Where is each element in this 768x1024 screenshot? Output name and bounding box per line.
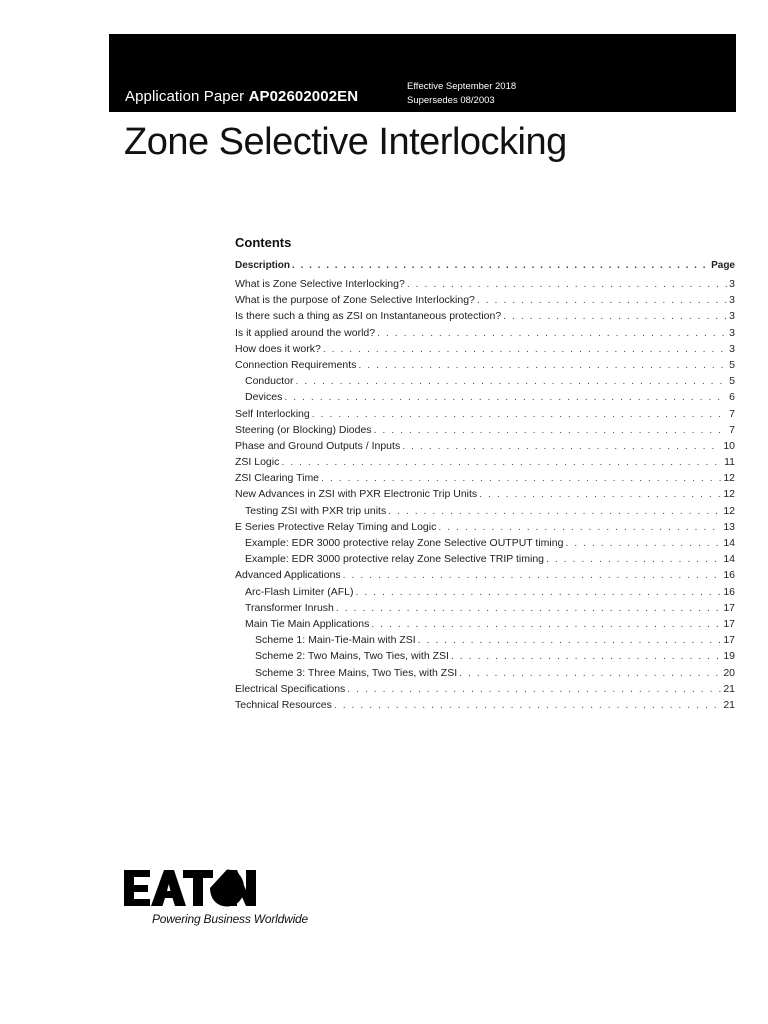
toc-leader-dots	[321, 470, 721, 486]
toc-entry-title: Testing ZSI with PXR trip units	[245, 504, 387, 517]
toc-entry[interactable]	[235, 308, 735, 324]
toc-entry-title: Transformer Inrush	[245, 601, 334, 614]
toc-leader-dots	[295, 373, 727, 389]
toc-leader-dots	[503, 308, 727, 324]
toc-entry-title: Connection Requirements	[235, 358, 357, 371]
toc-entry-title: Steering (or Blocking) Diodes	[235, 423, 372, 436]
toc-leader-dots	[356, 584, 722, 600]
toc-entry-page: 14	[723, 537, 735, 549]
toc-entry-page: 6	[729, 391, 735, 404]
toc-entry-title: Main Tie Main Applications	[245, 617, 370, 630]
toc-entry[interactable]	[235, 567, 735, 583]
document-title: Zone Selective Interlocking	[124, 121, 567, 163]
toc-entry[interactable]	[235, 292, 735, 308]
toc-leader-dots	[336, 600, 721, 616]
toc-entry-page: 3	[729, 342, 735, 355]
toc-entry-page: 3	[729, 310, 735, 323]
toc-entry[interactable]	[235, 454, 735, 470]
toc-entry-title: Is there such a thing as ZSI on Instantaneous protection?	[235, 310, 502, 323]
eaton-logo	[124, 868, 256, 908]
toc-entry-page: 21	[723, 698, 735, 711]
toc-entry-title: Example: EDR 3000 protective relay Zone Selective OUTPUT timing	[245, 537, 564, 549]
toc-entry-title: Self Interlocking	[235, 407, 310, 420]
application-paper-label	[125, 88, 358, 105]
toc-entry-page: 21	[723, 682, 735, 695]
toc-leader-dots	[565, 535, 721, 551]
toc-leader-dots	[479, 486, 721, 502]
toc-entry-page: 14	[723, 553, 735, 566]
toc-entry-title: Example: EDR 3000 protective relay Zone Selective TRIP timing	[245, 553, 544, 566]
supersedes-date: Supersedes 08/2003	[407, 95, 495, 106]
toc-entry-page: 17	[723, 617, 735, 630]
toc-entry[interactable]	[235, 406, 735, 422]
toc-entry[interactable]	[235, 389, 735, 405]
toc-entry[interactable]	[235, 584, 735, 600]
toc-leader-dots	[292, 257, 709, 274]
toc-entry-title: E Series Protective Relay Timing and Logic	[235, 520, 437, 533]
toc-entry-title: Electrical Specifications	[235, 682, 346, 695]
toc-entry[interactable]	[235, 616, 735, 632]
toc-entry-page: 5	[729, 375, 735, 388]
toc-entry[interactable]	[235, 325, 735, 341]
toc-leader-dots	[343, 567, 722, 583]
toc-entry-title: ZSI Clearing Time	[235, 472, 320, 485]
toc-entry[interactable]	[235, 341, 735, 357]
toc-leader-dots	[451, 648, 721, 664]
toc-leader-dots	[546, 551, 721, 567]
toc-entry-page: 3	[729, 294, 735, 307]
toc-entry[interactable]	[235, 357, 735, 373]
toc-entry[interactable]	[235, 665, 735, 681]
toc-leader-dots	[407, 276, 727, 292]
toc-entry[interactable]	[235, 470, 735, 486]
toc-entry-page: 3	[729, 326, 735, 339]
toc-leader-dots	[281, 454, 722, 470]
toc-entry[interactable]	[235, 681, 735, 697]
toc-entry-page: 12	[723, 488, 735, 501]
eaton-tagline: Powering Business Worldwide	[152, 912, 309, 926]
toc-entry-page: 3	[729, 278, 735, 290]
toc-entry[interactable]	[235, 697, 735, 713]
toc-entry[interactable]	[235, 503, 735, 519]
toc-entry-page: 7	[729, 423, 735, 436]
table-of-contents	[235, 257, 735, 713]
toc-leader-dots	[347, 681, 721, 697]
toc-entry-title: Phase and Ground Outputs / Inputs	[235, 439, 401, 452]
toc-entry-page: 5	[729, 358, 735, 371]
toc-entry[interactable]	[235, 551, 735, 567]
toc-entry-page: 13	[723, 520, 735, 533]
toc-entry-title: Scheme 2: Two Mains, Two Ties, with ZSI	[255, 650, 449, 663]
header-bar	[109, 34, 736, 112]
toc-leader-dots	[312, 406, 727, 422]
toc-leader-dots	[477, 292, 727, 308]
toc-entry[interactable]	[235, 632, 735, 648]
toc-entry-title: Arc-Flash Limiter (AFL)	[245, 585, 354, 598]
toc-entry-page: 12	[723, 472, 735, 485]
header-meta	[407, 80, 516, 108]
toc-entry[interactable]	[235, 373, 735, 389]
toc-entry-page: 20	[723, 666, 735, 679]
toc-entry[interactable]	[235, 438, 735, 454]
toc-entry-page: 17	[723, 601, 735, 614]
toc-entry-title: New Advances in ZSI with PXR Electronic Trip Units	[235, 488, 478, 501]
toc-leader-dots	[402, 438, 721, 454]
toc-header-row	[235, 257, 735, 274]
toc-entry-page: 7	[729, 407, 735, 420]
toc-leader-dots	[388, 503, 721, 519]
paper-number: AP02602002EN	[248, 88, 359, 105]
toc-entry-title: How does it work?	[235, 342, 321, 355]
toc-entry[interactable]	[235, 535, 735, 551]
toc-page-header: Page	[711, 260, 735, 271]
toc-entry-title: What is the purpose of Zone Selective Interlocking?	[235, 294, 475, 307]
toc-entry-page: 16	[723, 585, 735, 598]
toc-entry[interactable]	[235, 276, 735, 292]
toc-leader-dots	[459, 665, 721, 681]
toc-entry-title: Conductor	[245, 375, 294, 388]
toc-entry[interactable]	[235, 648, 735, 664]
toc-entry-title: Scheme 3: Three Mains, Two Ties, with ZSI	[255, 666, 458, 679]
toc-leader-dots	[334, 697, 721, 713]
toc-leader-dots	[284, 389, 727, 405]
toc-entry-title: Scheme 1: Main-Tie-Main with ZSI	[255, 634, 416, 647]
toc-entry[interactable]	[235, 422, 735, 438]
toc-leader-dots	[358, 357, 727, 373]
toc-entry-page: 16	[723, 569, 735, 582]
toc-description-header: Description	[235, 260, 291, 271]
toc-entry[interactable]	[235, 519, 735, 535]
toc-entry-title: ZSI Logic	[235, 456, 280, 469]
toc-entry[interactable]	[235, 486, 735, 502]
toc-leader-dots	[438, 519, 721, 535]
toc-entry-title: Advanced Applications	[235, 569, 341, 582]
toc-entry-page: 19	[723, 650, 735, 663]
toc-entry-page: 12	[723, 504, 735, 517]
toc-leader-dots	[323, 341, 727, 357]
toc-entry-title: Devices	[245, 391, 283, 404]
toc-entry[interactable]	[235, 600, 735, 616]
toc-entry-title: Is it applied around the world?	[235, 326, 376, 339]
toc-entry-title: What is Zone Selective Interlocking?	[235, 278, 405, 290]
contents-heading: Contents	[235, 235, 292, 250]
effective-date: Effective September 2018	[407, 81, 517, 92]
toc-entry-page: 17	[723, 634, 735, 647]
eaton-logo-mark	[124, 870, 256, 907]
toc-entry-page: 11	[724, 456, 735, 469]
toc-leader-dots	[418, 632, 722, 648]
toc-entry-title: Technical Resources	[235, 698, 332, 711]
toc-entry-page: 10	[723, 439, 735, 452]
paper-label: Application Paper	[125, 88, 245, 105]
toc-leader-dots	[371, 616, 721, 632]
toc-leader-dots	[377, 325, 727, 341]
toc-leader-dots	[374, 422, 728, 438]
